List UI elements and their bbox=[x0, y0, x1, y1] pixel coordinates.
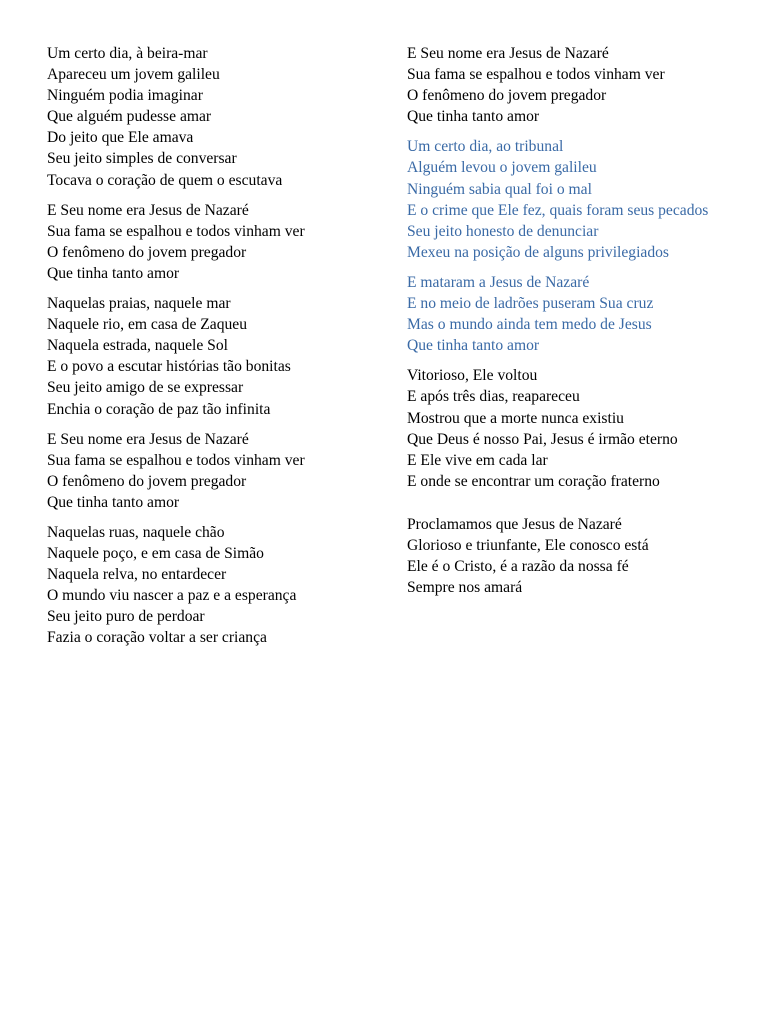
lyric-line: Fazia o coração voltar a ser criança bbox=[47, 629, 267, 647]
right-column bbox=[407, 43, 752, 607]
lyric-line: Naquele rio, em casa de Zaqueu bbox=[47, 316, 248, 334]
lyric-line: E após três dias, reapareceu bbox=[407, 388, 580, 406]
lyric-line: Que tinha tanto amor bbox=[407, 108, 540, 126]
lyric-line: Seu jeito honesto de denunciar bbox=[407, 222, 599, 240]
lyric-line: Sua fama se espalhou e todos vinham ver bbox=[407, 66, 665, 84]
stanza-verse-3 bbox=[47, 522, 392, 649]
lyric-line: E Seu nome era Jesus de Nazaré bbox=[47, 201, 249, 219]
lyric-line: Vitorioso, Ele voltou bbox=[407, 367, 538, 385]
lyric-line: Seu jeito amigo de se expressar bbox=[47, 379, 244, 397]
stanza-chorus-1 bbox=[47, 200, 392, 284]
lyric-line: Que tinha tanto amor bbox=[47, 493, 180, 511]
lyric-line: Glorioso e triunfante, Ele conosco está bbox=[407, 536, 649, 554]
lyric-line: Naquelas ruas, naquele chão bbox=[47, 523, 225, 541]
lyric-line: Alguém levou o jovem galileu bbox=[407, 159, 597, 177]
lyric-line: Proclamamos que Jesus de Nazaré bbox=[407, 515, 622, 533]
lyric-line: Do jeito que Ele amava bbox=[47, 129, 194, 147]
stanza-verse-5 bbox=[407, 365, 752, 492]
lyric-line: E onde se encontrar um coração fraterno bbox=[407, 472, 660, 490]
lyric-line: E Seu nome era Jesus de Nazaré bbox=[407, 45, 609, 62]
lyric-line: Naquele poço, e em casa de Simão bbox=[47, 545, 264, 563]
lyric-line: Mexeu na posição de alguns privilegiados bbox=[407, 243, 669, 261]
left-column bbox=[47, 43, 392, 658]
lyric-line: Naquela estrada, naquele Sol bbox=[47, 337, 228, 355]
lyric-line: Naquelas praias, naquele mar bbox=[47, 295, 231, 313]
lyric-line: Mas o mundo ainda tem medo de Jesus bbox=[407, 316, 652, 334]
lyric-line: Ele é o Cristo, é a razão da nossa fé bbox=[407, 558, 629, 576]
lyric-line: Ninguém podia imaginar bbox=[47, 87, 203, 105]
stanza-final-chorus bbox=[407, 514, 752, 598]
lyric-line: Um certo dia, à beira-mar bbox=[47, 45, 208, 62]
lyric-line: O fenômeno do jovem pregador bbox=[407, 87, 607, 105]
stanza-chorus-2 bbox=[47, 429, 392, 513]
lyric-line: O fenômeno do jovem pregador bbox=[47, 243, 247, 261]
lyric-line: Que alguém pudesse amar bbox=[47, 108, 212, 126]
lyric-line: Que tinha tanto amor bbox=[407, 337, 540, 355]
lyric-line: Sua fama se espalhou e todos vinham ver bbox=[47, 451, 305, 469]
lyric-line: E Ele vive em cada lar bbox=[407, 451, 548, 469]
lyric-line: Um certo dia, ao tribunal bbox=[407, 138, 564, 156]
lyric-line: Sua fama se espalhou e todos vinham ver bbox=[47, 222, 305, 240]
lyric-line: Tocava o coração de quem o escutava bbox=[47, 171, 283, 189]
lyric-line: Naquela relva, no entardecer bbox=[47, 566, 227, 584]
stanza-chorus-3 bbox=[407, 43, 752, 127]
lyric-line: Seu jeito puro de perdoar bbox=[47, 608, 205, 626]
lyric-line: E mataram a Jesus de Nazaré bbox=[407, 273, 590, 291]
stanza-verse-2 bbox=[47, 293, 392, 420]
lyric-line: O mundo viu nascer a paz e a esperança bbox=[47, 587, 297, 605]
lyric-line: Mostrou que a morte nunca existiu bbox=[407, 409, 624, 427]
stanza-verse-1 bbox=[47, 43, 392, 191]
lyric-line: Sempre nos amará bbox=[407, 579, 523, 597]
lyric-line: E o crime que Ele fez, quais foram seus pecados bbox=[407, 201, 709, 219]
lyric-line: Que Deus é nosso Pai, Jesus é irmão eterno bbox=[407, 430, 678, 448]
stanza-verse-4-highlighted bbox=[407, 136, 752, 263]
lyric-line: Ninguém sabia qual foi o mal bbox=[407, 180, 592, 198]
lyric-line: Que tinha tanto amor bbox=[47, 264, 180, 282]
lyric-line: E o povo a escutar histórias tão bonitas bbox=[47, 358, 291, 376]
lyric-line: O fenômeno do jovem pregador bbox=[47, 472, 247, 490]
lyric-line: E Seu nome era Jesus de Nazaré bbox=[47, 430, 249, 448]
lyric-line: Seu jeito simples de conversar bbox=[47, 150, 237, 168]
lyric-line: E no meio de ladrões puseram Sua cruz bbox=[407, 295, 654, 313]
lyric-line: Apareceu um jovem galileu bbox=[47, 66, 220, 84]
stanza-chorus-4-highlighted bbox=[407, 272, 752, 356]
lyric-line: Enchia o coração de paz tão infinita bbox=[47, 400, 271, 418]
